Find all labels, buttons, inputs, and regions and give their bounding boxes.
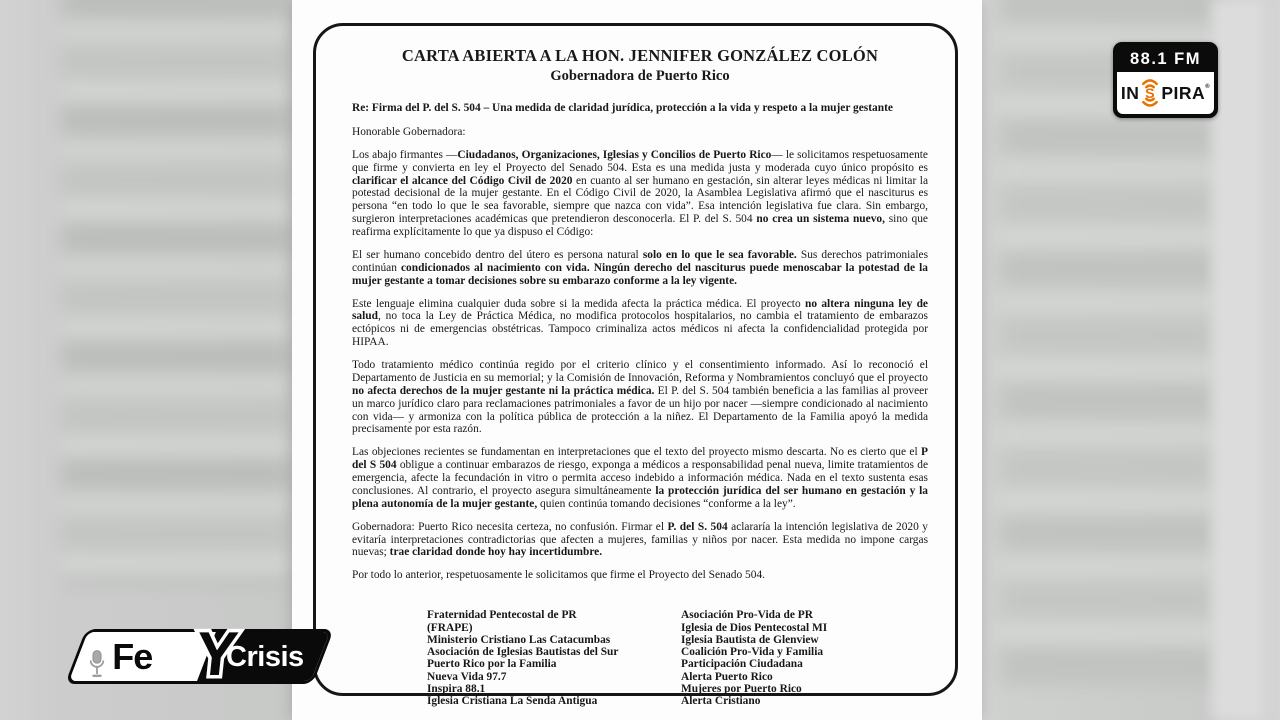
letter-paragraph: Este lenguaje elimina cualquier duda sobre si la medida afecta la práctica médica. El proyecto no altera ninguna ley de salud, no toca la Ley de Práctica Médica, no modifica protocolos hospitalarios, no cambia el tratamiento de embarazos ectópicos ni de emergencias obstétricas. Tampoco criminaliza actos médicos ni afecta la confidencialidad protegida por HIPAA. (352, 297, 928, 349)
inspira-signal-s-icon (1140, 74, 1160, 112)
signatory-item: Iglesia de Dios Pentecostal MI (681, 621, 828, 634)
signatory-item: Asociación de Iglesias Bautistas del Sur (427, 646, 619, 659)
signatories-column-1 (427, 609, 681, 707)
letter-paragraph: Los abajo firmantes —Ciudadanos, Organizaciones, Iglesias y Concilios de Puerto Rico— le solicitamos respetuosamente que firme y convierta en ley el Proyecto del Senado 504. Esta es una medida justa y moderada cuyo único propósito es clarificar el alcance del Código Civil de 2020 en cuanto al ser humano en gestación, sin alterar leyes médicas ni limitar la potestad decisional de la mujer gestante. En el Código Civil de 2020, la Asamblea Legislativa afirmó que el nasciturus es persona “en todo lo que le sea favorable, siempre que nazca con vida”. Esa intención legislativa fue clara. Sin embargo, surgieron interpretaciones académicas que pretendieron desconocerla. El P. del S. 504 no crea un sistema nuevo, sino que reafirma explícitamente lo que ya dispuso el Código: (352, 148, 928, 239)
letter-paragraph: El ser humano concebido dentro del útero es persona natural solo en lo que le sea favorable. Sus derechos patrimoniales continúan condicionados al nacimiento con vida. Ningún derecho del nasciturus puede menoscabar la potestad de la mujer gestante a tomar decisiones sobre su embarazo conforme a la ley vigente. (352, 248, 929, 287)
signatory-item: Ministerio Cristiano Las Catacumbas (427, 633, 611, 646)
svg-text:Y: Y (192, 620, 241, 689)
letter-paragraph: Todo tratamiento médico continúa regido por el criterio clínico y el consentimiento informado. Así lo reconoció el Departamento de Justicia en su memorial; y la Comisión de Innovación, Reforma y Nombramientos concluyó que el proyecto no afecta derechos de la mujer gestante ni la práctica médica. El P. del S. 504 también beneficia a las familias al proveer un marco jurídico claro para reclamaciones patrimoniales a favor de un hijo por nacer —siempre condicionado al nacimiento con vida— y armoniza con la política pública de protección a la niñez. El Departamento de la Familia apoyó la medida precisamente por esta razón. (352, 359, 928, 436)
inspira-station-badge (1113, 42, 1218, 118)
show-word-crisis: Crisis (226, 641, 304, 673)
letter-page (292, 0, 982, 720)
brand-suffix: PIRA (1161, 82, 1206, 103)
show-word-y-icon (188, 613, 254, 693)
signatory-item: Fraternidad Pentecostal de PR (427, 609, 577, 622)
station-brand (1117, 72, 1214, 114)
letter-closing: Por todo lo anterior, respetuosamente le solicitamos que firme el Proyecto del Senado 504. (352, 569, 765, 582)
signatory-item: Puerto Rico por la Familia (427, 658, 557, 671)
letter-paragraph: Las objeciones recientes se fundamentan en interpretaciones que el texto del proyecto mismo descarta. No es cierto que el P del S 504 obligue a continuar embarazos de riesgo, exponga a médicos a responsabilidad penal nueva, limite tratamientos de emergencia, afecte la fecundación in vitro o permita acceso indebido a información médica. Nada en el texto sustenta esas conclusiones. Al contrario, el proyecto asegura simultáneamente la protección jurídica del ser humano en gestación y la plena autonomía de la mujer gestante, quien continúa tomando decisiones “conforme a la ley”. (352, 446, 929, 510)
signatory-item: (FRAPE) (427, 621, 473, 634)
letter-subject-line: Re: Firma del P. del S. 504 – Una medida de claridad jurídica, protección a la vida y respeto a la mujer gestante (352, 101, 893, 114)
signatories-column-2 (681, 609, 827, 707)
signatory-item: Alerta Puerto Rico (681, 670, 773, 683)
letter-salutation: Honorable Gobernadora: (352, 125, 466, 138)
signatory-item: Alerta Cristiano (681, 695, 761, 708)
svg-text:S: S (1145, 86, 1156, 102)
microphone-icon (88, 649, 106, 681)
station-frequency: 88.1 FM (1129, 50, 1202, 68)
letter-title: CARTA ABIERTA A LA HON. JENNIFER GONZÁLEZ COLÓN (401, 46, 879, 65)
signatory-item: Nueva Vida 97.7 (427, 670, 507, 683)
blurred-text-column-left (62, 0, 290, 585)
signatory-item: Coalición Pro-Vida y Familia (681, 646, 824, 659)
signatory-item: Iglesia Bautista de Glenview (681, 633, 819, 646)
signatories-block (427, 609, 928, 707)
brand-prefix: IN (1120, 82, 1140, 103)
signatory-item: Asociación Pro-Vida de PR (681, 609, 813, 622)
signatory-item: Inspira 88.1 (427, 682, 486, 695)
signatory-item: Mujeres por Puerto Rico (681, 682, 802, 695)
signatory-item: Iglesia Cristiana La Senda Antigua (427, 695, 598, 708)
fe-y-crisis-logo (72, 622, 352, 697)
registered-mark: ® (1205, 84, 1211, 90)
letter-paragraph: Gobernadora: Puerto Rico necesita certeza, no confusión. Firmar el P. del S. 504 aclararía la intención legislativa de 2020 y evitaría interpretaciones contradictorias que afecten a mujeres, familias y niños por nacer. Esta medida no impone cargas nuevas; trae claridad donde hoy hay incertidumbre. (352, 520, 928, 559)
signatory-item: Participación Ciudadana (681, 658, 803, 671)
blurred-page-edge (1212, 0, 1264, 720)
letter-frame-border (313, 23, 958, 708)
show-word-fe: Fe (112, 636, 153, 677)
letter-body (352, 149, 928, 560)
letter-subtitle: Gobernadora de Puerto Rico (550, 67, 730, 84)
